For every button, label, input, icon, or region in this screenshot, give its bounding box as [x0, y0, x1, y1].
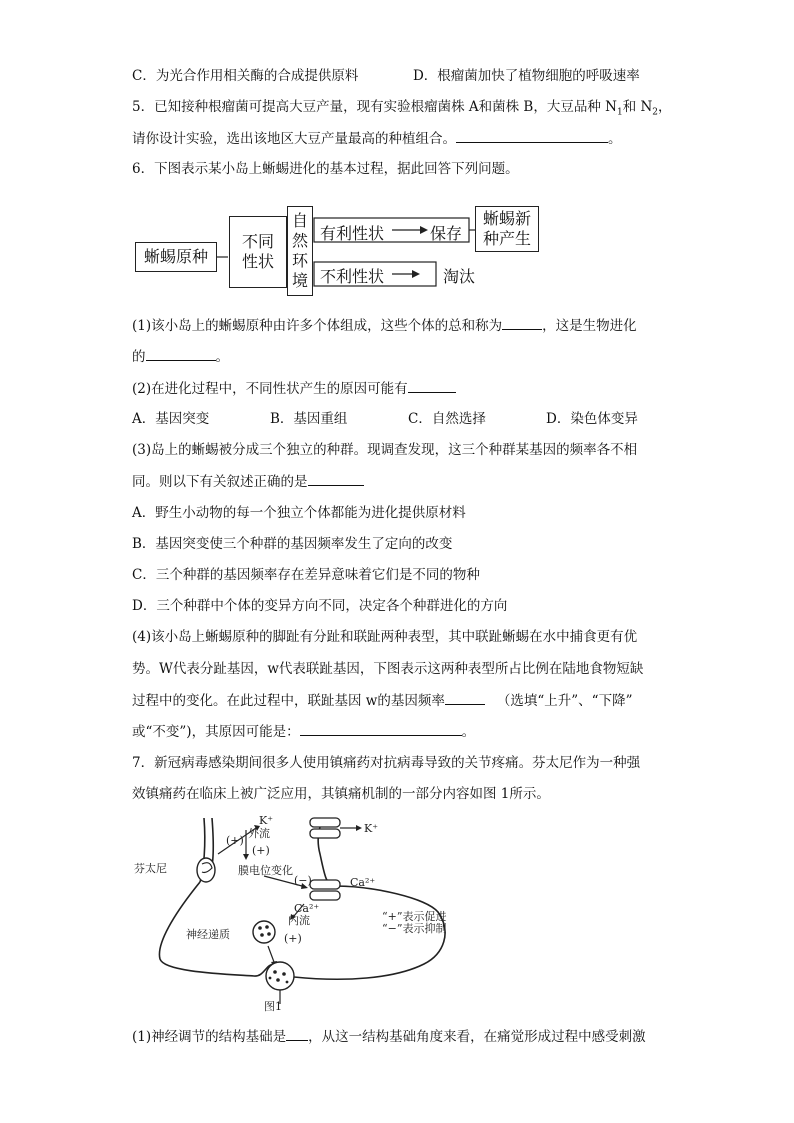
q7-p1: [132, 1027, 646, 1046]
q5-sub2: 2: [652, 107, 659, 118]
q6-p4-blank2[interactable]: [300, 722, 462, 736]
q6-p2-option-d[interactable]: D．染色体变异: [546, 411, 638, 427]
q4-options-row: [132, 67, 640, 85]
q6-p4-line4-a: 或“不变”)，其原因可能是：: [132, 724, 300, 740]
q6-p2-options: [132, 410, 638, 428]
unfavorable-traits-label: 不利性状: [320, 267, 385, 286]
plus-label-1: (+): [226, 834, 244, 847]
q5-answer-blank[interactable]: [456, 129, 608, 143]
q6-p1-blank2[interactable]: [146, 347, 216, 361]
q6-p3-line1: (3)岛上的蜥蜴被分成三个独立的种群。现调查发现，这三个种群某基因的频率各不相: [132, 442, 638, 458]
k-efflux-label: 外流: [248, 827, 270, 840]
q7-p1-blank[interactable]: [286, 1027, 308, 1041]
ca-influx-label: 内流: [288, 914, 310, 927]
legend-inhibit: “−”表示抑制: [382, 922, 447, 935]
q6-p1-line2-b: 。: [215, 349, 229, 365]
figure-caption: 图1: [264, 1000, 282, 1013]
k-ion-label: K⁺: [259, 814, 274, 827]
q6-p4-line4: [132, 722, 475, 741]
preserve-label: 保存: [430, 224, 463, 243]
q6-intro: 6．下图表示某小岛上蜥蜴进化的基本过程，据此回答下列问题。: [132, 161, 519, 177]
q4-option-c: C．为光合作用相关酶的合成提供原料: [132, 68, 359, 84]
q6-p1-blank1[interactable]: [502, 316, 542, 330]
fentanyl-label: 芬太尼: [134, 862, 167, 875]
q6-p1-line2-a: 的: [132, 349, 146, 365]
q5-text-end: ，: [658, 99, 672, 115]
q6-p4-line4-b: 。: [461, 724, 476, 740]
q6-p4-line2: 势。W代表分趾基因，w代表联趾基因，下图表示这两种表型所占比例在陆地食物短缺: [132, 661, 644, 677]
q6-p4-line3-a: 过程中的变化。在此过程中，联趾基因 w的基因频率: [132, 693, 445, 709]
q6-p2-blank[interactable]: [408, 379, 456, 393]
q6-p3-blank[interactable]: [308, 472, 364, 486]
q6-p3-option-b[interactable]: B．基因突变使三个种群的基因频率发生了定向的改变: [132, 536, 453, 552]
different-traits-box: 不同性状: [229, 216, 287, 288]
q5-line2: [132, 129, 622, 148]
q5-text-mid: 和 N: [622, 99, 653, 115]
q6-p2-option-a[interactable]: A．基因突变: [132, 411, 210, 427]
natural-environment-box: 自然环境: [287, 206, 313, 296]
q7-line2: 效镇痛药在临床上被广泛应用，其镇痛机制的一部分内容如图 1所示。: [132, 786, 550, 802]
new-species-box: 蜥蜴新种产生: [475, 206, 539, 252]
q5-line1: [132, 98, 672, 122]
q7-p1-text-b: ，从这一结构基础角度来看，在痛觉形成过程中感受刺激: [308, 1029, 646, 1045]
k-ion-right-label: K⁺: [364, 822, 379, 835]
q5-line2-text: 请你设计实验，选出该地区大豆产量最高的种植组合。: [132, 131, 456, 147]
q6-p3-option-c[interactable]: C．三个种群的基因频率存在差异意味着它们是不同的物种: [132, 567, 480, 583]
eliminate-label: 淘汰: [443, 267, 476, 286]
q6-p2-option-b[interactable]: B．基因重组: [270, 411, 348, 427]
q7-line1: 7．新冠病毒感染期间很多人使用镇痛药对抗病毒导致的关节疼痛。芬太尼作为一种强: [132, 755, 641, 771]
plus-label-3: (+): [284, 932, 302, 945]
q5-text-a: 5．已知接种根瘤菌可提高大豆产量，现有实验根瘤菌株 A和菌株 B，大豆品种 N: [132, 99, 617, 115]
q6-p3-option-d[interactable]: D．三个种群中个体的变异方向不同，决定各个种群进化的方向: [132, 598, 508, 614]
synapse-figure: [134, 814, 494, 1012]
q6-p3-line2: [132, 472, 364, 491]
q6-p3-line2-text: 同。则以下有关叙述正确的是: [132, 474, 308, 490]
q6-p1-text-b: ，这是生物进化: [542, 318, 637, 334]
q5-line2-end: 。: [608, 131, 622, 147]
ca-ion-right-label: Ca²⁺: [350, 876, 376, 889]
membrane-potential-label: 膜电位变化: [238, 864, 293, 877]
favorable-traits-label: 有利性状: [320, 224, 385, 243]
q6-p4-line3: [132, 691, 632, 710]
q5-sub1: 1: [616, 107, 623, 118]
minus-label: (−): [294, 874, 312, 887]
q6-p4-line3-b: （选填“上升”、“下降”: [496, 693, 633, 709]
q7-p1-text-a: (1)神经调节的结构基础是: [132, 1029, 287, 1045]
q4-option-d: D．根瘤菌加快了植物细胞的呼吸速率: [412, 68, 640, 84]
original-species-box: 蜥蜴原种: [135, 242, 217, 272]
q6-p1-line2: [132, 347, 229, 366]
q6-p2-stem-text: (2)在进化过程中，不同性状产生的原因可能有: [132, 381, 408, 397]
legend-promote: “+”表示促进: [382, 910, 447, 923]
q6-p4-line1: (4)该小岛上蜥蜴原种的脚趾有分趾和联趾两种表型，其中联趾蜥蜴在水中捕食更有优: [132, 629, 638, 645]
neurotransmitter-label: 神经递质: [186, 928, 230, 941]
q6-p2-option-c[interactable]: C．自然选择: [408, 411, 486, 427]
evolution-diagram: [130, 200, 550, 300]
ca-ion-left-label: Ca²⁺: [294, 902, 320, 915]
q6-p2-stem: [132, 379, 456, 398]
q6-p4-blank1[interactable]: [445, 691, 485, 705]
q6-p1-text-a: (1)该小岛上的蜥蜴原种由许多个体组成，这些个体的总和称为: [132, 318, 503, 334]
plus-label-2: (+): [252, 844, 270, 857]
q6-p3-option-a[interactable]: A．野生小动物的每一个独立个体都能为进化提供原材料: [132, 505, 466, 521]
q6-p1-line1: [132, 316, 637, 335]
